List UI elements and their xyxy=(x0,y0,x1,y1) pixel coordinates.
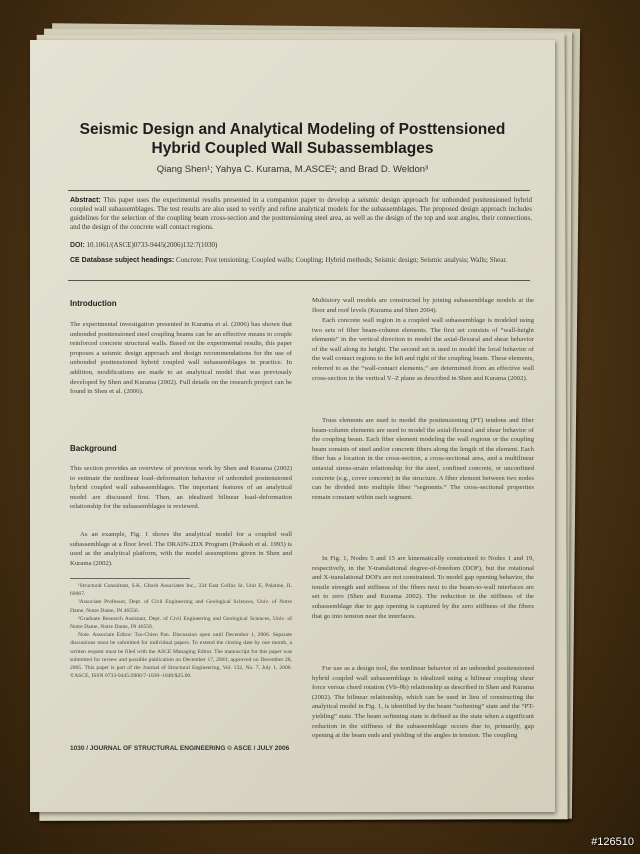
paper-page xyxy=(30,40,555,812)
abstract-label: Abstract: xyxy=(70,197,101,204)
footnote: ³Graduate Research Assistant, Dept. of Civil Engineering and Geological Sciences, Univ. of Notre Dame, Notre Dame, IN 46556. xyxy=(70,615,292,631)
subject-headings-text: Concrete; Post tensioning; Coupled walls; Coupling; Hybrid methods; Seismic design; Seismic analysis; Walls; Shear. xyxy=(176,256,508,264)
subject-headings xyxy=(70,256,532,265)
body-paragraph: Each concrete wall region in a coupled wall subassemblage is modeled using two sets of fiber beam-column elements. The first set consists of “wall-height elements” in the vertical direction to model the axial-flexural and shear behavior of the wall along its height. The second set is used to model the local behavior of the wall contact regions to the left and right of the coupling beam. These elements, referred to as the “wall-contact elements,” are determined from an effective wall cross-section in the vertical Y–Z plane as described in Shen and Kurama (2002). xyxy=(312,317,534,382)
background-paragraph: This section provides an overview of previous work by Shen and Kurama (2002) to estimate the nonlinear load–deformation behavior of unbonded posttensioned hybrid coupled wall subassemblages. The important features of an analytical model are discussed first. Then, an idealized bilinear load–deformation relationship for the subassemblages is reviewed. xyxy=(70,465,292,511)
footnote: ²Associate Professor, Dept. of Civil Engineering and Geological Sciences, Univ. of Notre Dame, Notre Dame, IN 46556. xyxy=(70,599,292,614)
doi-label: DOI: xyxy=(70,242,85,249)
footnotes xyxy=(70,582,292,680)
page-footer: 1030 / JOURNAL OF STRUCTURAL ENGINEERING © ASCE / JULY 2006 xyxy=(70,745,290,752)
footnote-divider xyxy=(70,578,190,579)
section-heading-introduction: Introduction xyxy=(70,299,117,308)
intro-paragraph: The experimental investigation presented in Kurama et al. (2006) has shown that unbonded posttensioned steel coupling beams can be an effective means to couple reinforced concrete structural walls. Based on the experimental results, this paper proposes a seismic design approach and design recommendations for the use of unbonded posttensioned hybrid coupled wall subassemblages in practice. In addition, modifications are made to an analytical model that was previously developed by Shen and Kurama (2002). Full details on the research project can be found in Shen et al. (2006). xyxy=(70,321,292,396)
paper-title: Seismic Design and Analytical Modeling of Posttensioned Hybrid Coupled Wall Subassemblages xyxy=(79,121,506,157)
section-heading-background: Background xyxy=(70,444,117,453)
background-paragraph: As an example, Fig. 1 shows the analytical model for a coupled wall subassemblage at a floor level. The DRAIN-2DX Program (Prakash et al. 1993) is used as the analytical platform, with the model assumptions given in Shen and Kurama (2002). xyxy=(70,531,292,567)
watermark: #126510 xyxy=(591,836,634,848)
author-line: Qiang Shen¹; Yahya C. Kurama, M.ASCE²; and Brad D. Weldon³ xyxy=(156,164,429,175)
divider xyxy=(68,280,530,281)
abstract-text: This paper uses the experimental results presented in a companion paper to develop a seismic design approach for unbonded posttensioned hybrid coupled wall subassemblages. The test results are also used to verify and refine analytical models for the subassemblages. The proposed design approach includes guidelines for the selection of the coupling beam cross-section and the posttensioning steel area, as well as the design of the top and seat angles, their connections, and the design of the concrete wall contact regions. xyxy=(70,196,533,231)
divider xyxy=(68,190,530,191)
body-paragraph: Truss elements are used to model the posttensioning (PT) tendons and fiber beam-column elements are used to model the axial-flexural and shear behavior of the coupling beam. Each fiber element modeling the wall regions or the coupling beam consists of steel and/or concrete fibers along the length of the element. Each fiber has a location in the cross-section, a cross-sectional area, and a multilinear uniaxial stress-strain relationship for the steel, confined concrete, or unconfined concrete (e.g., cover concrete) in the structure. A fiber element between two nodes can be divided into multiple fiber “segments.” The cross-sectional properties remain constant within each segment. xyxy=(312,417,534,501)
doi-line xyxy=(70,241,530,249)
subject-headings-label: CE Database subject headings: xyxy=(70,257,175,264)
body-paragraph: Multistory wall models are constructed by joining subassemblage models at the floor and roof levels (Kurama and Shen 2004). xyxy=(312,297,534,314)
doi-value: 10.1061/(ASCE)0733-9445(2006)132:7(1030) xyxy=(86,241,218,249)
footnote: ¹Structural Consultant, S.K. Ghosh Associates Inc., 334 East Colfax St. Unit E, Palatine, IL 60067. xyxy=(70,583,292,598)
footnote-note: Note. Associate Editor: Tso-Chien Pan. Discussion open until December 1, 2006. Separate discussions must be submitted for individual papers. To extend the closing date by one month, a written request must be filed with the ASCE Managing Editor. The manuscript for this paper was submitted for review and possible publication on December 17, 2003; approved on December 28, 2005. This paper is part of the Journal of Structural Engineering, Vol. 132, No. 7, July 1, 2006. ©ASCE, ISSN 0733-9445/2006/7-1030–1040/$25.00. xyxy=(70,632,292,680)
body-paragraph: In Fig. 1, Nodes 5 and 15 are kinematically constrained to Nodes 1 and 19, respectively, in the Y-translational degree-of-freedom (DOF), but the rotational and X-translational DOFs are not constrained. To model gap opening behavior, the tensile strength and stiffness of the fibers next to the beam-to-wall interfaces are set to zero (Shen and Kurama 2002). The reduction in the stiffness of the subassemblage due to gap opening is captured by the zero stiffness of the fibers that go into tension near the interfaces. xyxy=(312,555,534,620)
body-paragraph: For use as a design tool, the nonlinear behavior of an unbonded posttensioned hybrid coupled wall subassemblage is idealized using a bilinear coupling shear force versus chord rotation (Vb–θb) relationship as described in Shen and Kurama (2002). The bilinear relationship, which can be used in lieu of constructing the analytical model in Fig. 1, is identified by the beam “softening” state and the “PT-yielding” state. The beam softening state is defined as the state when a significant reduction in the stiffness of the subassemblage occurs due to, primarily, gap opening at the beam ends and yielding of the angles in tension. The coupling xyxy=(312,665,534,740)
abstract xyxy=(70,196,532,232)
